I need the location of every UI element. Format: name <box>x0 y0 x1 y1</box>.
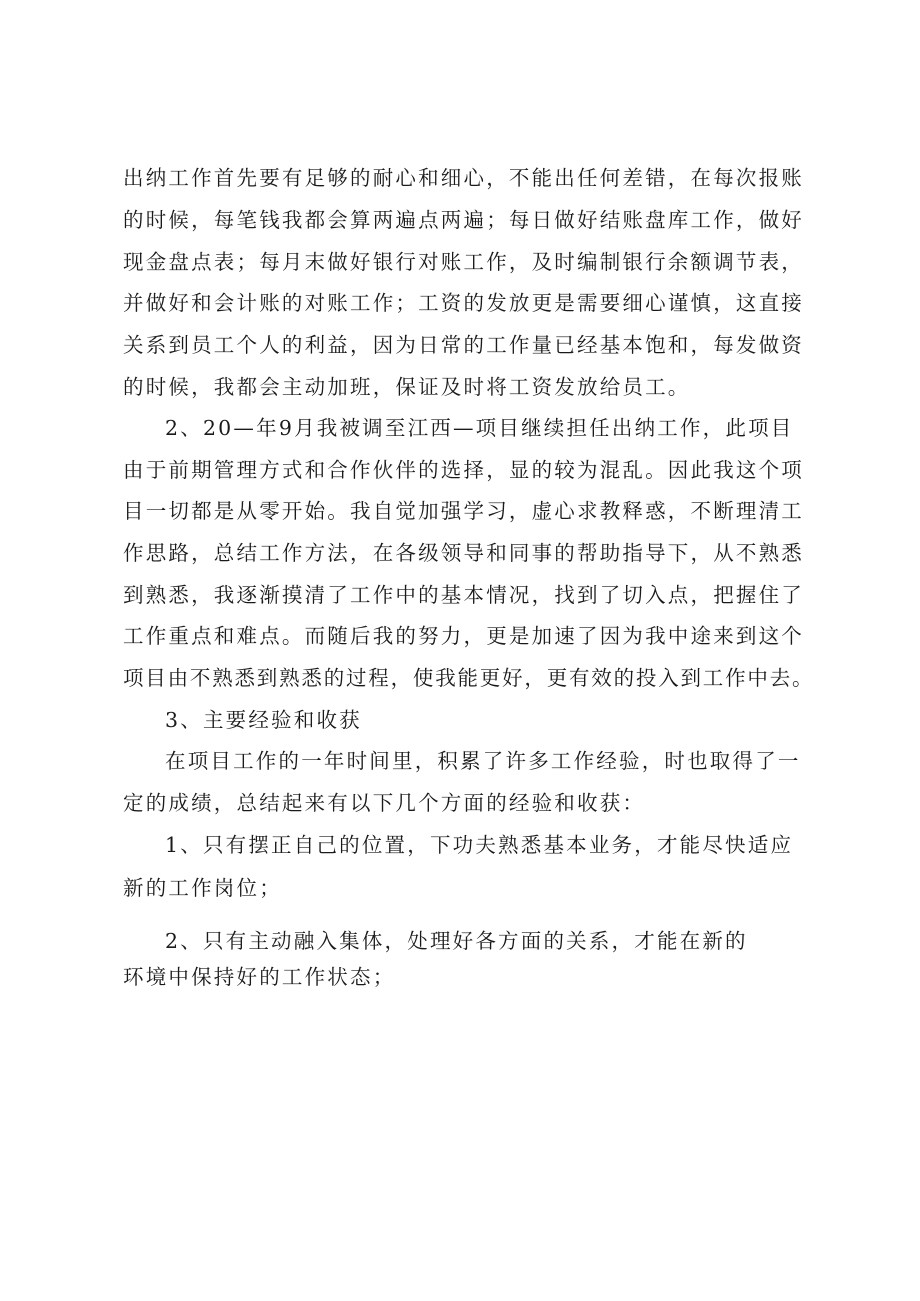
text-line: 新的工作岗位； <box>123 876 282 900</box>
section-heading: 3、主要经验和收获 <box>165 708 362 732</box>
text-line: 由于前期管理方式和合作伙伴的选择，显的较为混乱。因此我这个项 <box>123 458 804 482</box>
text-line: 环境中保持好的工作状态； <box>123 965 396 989</box>
text-line: 作思路，总结工作方法，在各级领导和同事的帮助指导下，从不熟悉 <box>123 541 804 565</box>
paragraph-start-line: 2、20—年9月我被调至江西—项目继续担任出纳工作，此项目 <box>165 416 794 440</box>
text-line: 到熟悉，我逐渐摸清了工作中的基本情况，找到了切入点，把握住了 <box>123 583 804 607</box>
text-line: 项目由不熟悉到熟悉的过程，使我能更好，更有效的投入到工作中去。 <box>123 666 815 690</box>
text-line: 的时候，每笔钱我都会算两遍点两遍；每日做好结账盘库工作，做好 <box>123 208 804 232</box>
paragraph-start-line: 1、只有摆正自己的位置，下功夫熟悉基本业务，才能尽快适应 <box>165 833 794 857</box>
text-line: 并做好和会计账的对账工作；工资的发放更是需要细心谨慎，这直接 <box>123 291 804 315</box>
text-line: 目一切都是从零开始。我自觉加强学习，虚心求教释惑，不断理清工 <box>123 499 804 523</box>
text-line: 关系到员工个人的利益，因为日常的工作量已经基本饱和，每发做资 <box>123 333 804 357</box>
text-line: 定的成绩，总结起来有以下几个方面的经验和收获： <box>123 791 646 815</box>
paragraph-start-line: 2、只有主动融入集体，处理好各方面的关系，才能在新的 <box>165 929 748 953</box>
paragraph-start-line: 在项目工作的一年时间里，积累了许多工作经验，时也取得了一 <box>165 749 801 773</box>
text-line: 的时候，我都会主动加班，保证及时将工资发放给员工。 <box>123 375 691 399</box>
text-line: 工作重点和难点。而随后我的努力，更是加速了因为我中途来到这个 <box>123 624 804 648</box>
text-line: 现金盘点表；每月末做好银行对账工作，及时编制银行余额调节表， <box>123 250 804 274</box>
text-line: 出纳工作首先要有足够的耐心和细心，不能出任何差错，在每次报账 <box>123 166 804 190</box>
